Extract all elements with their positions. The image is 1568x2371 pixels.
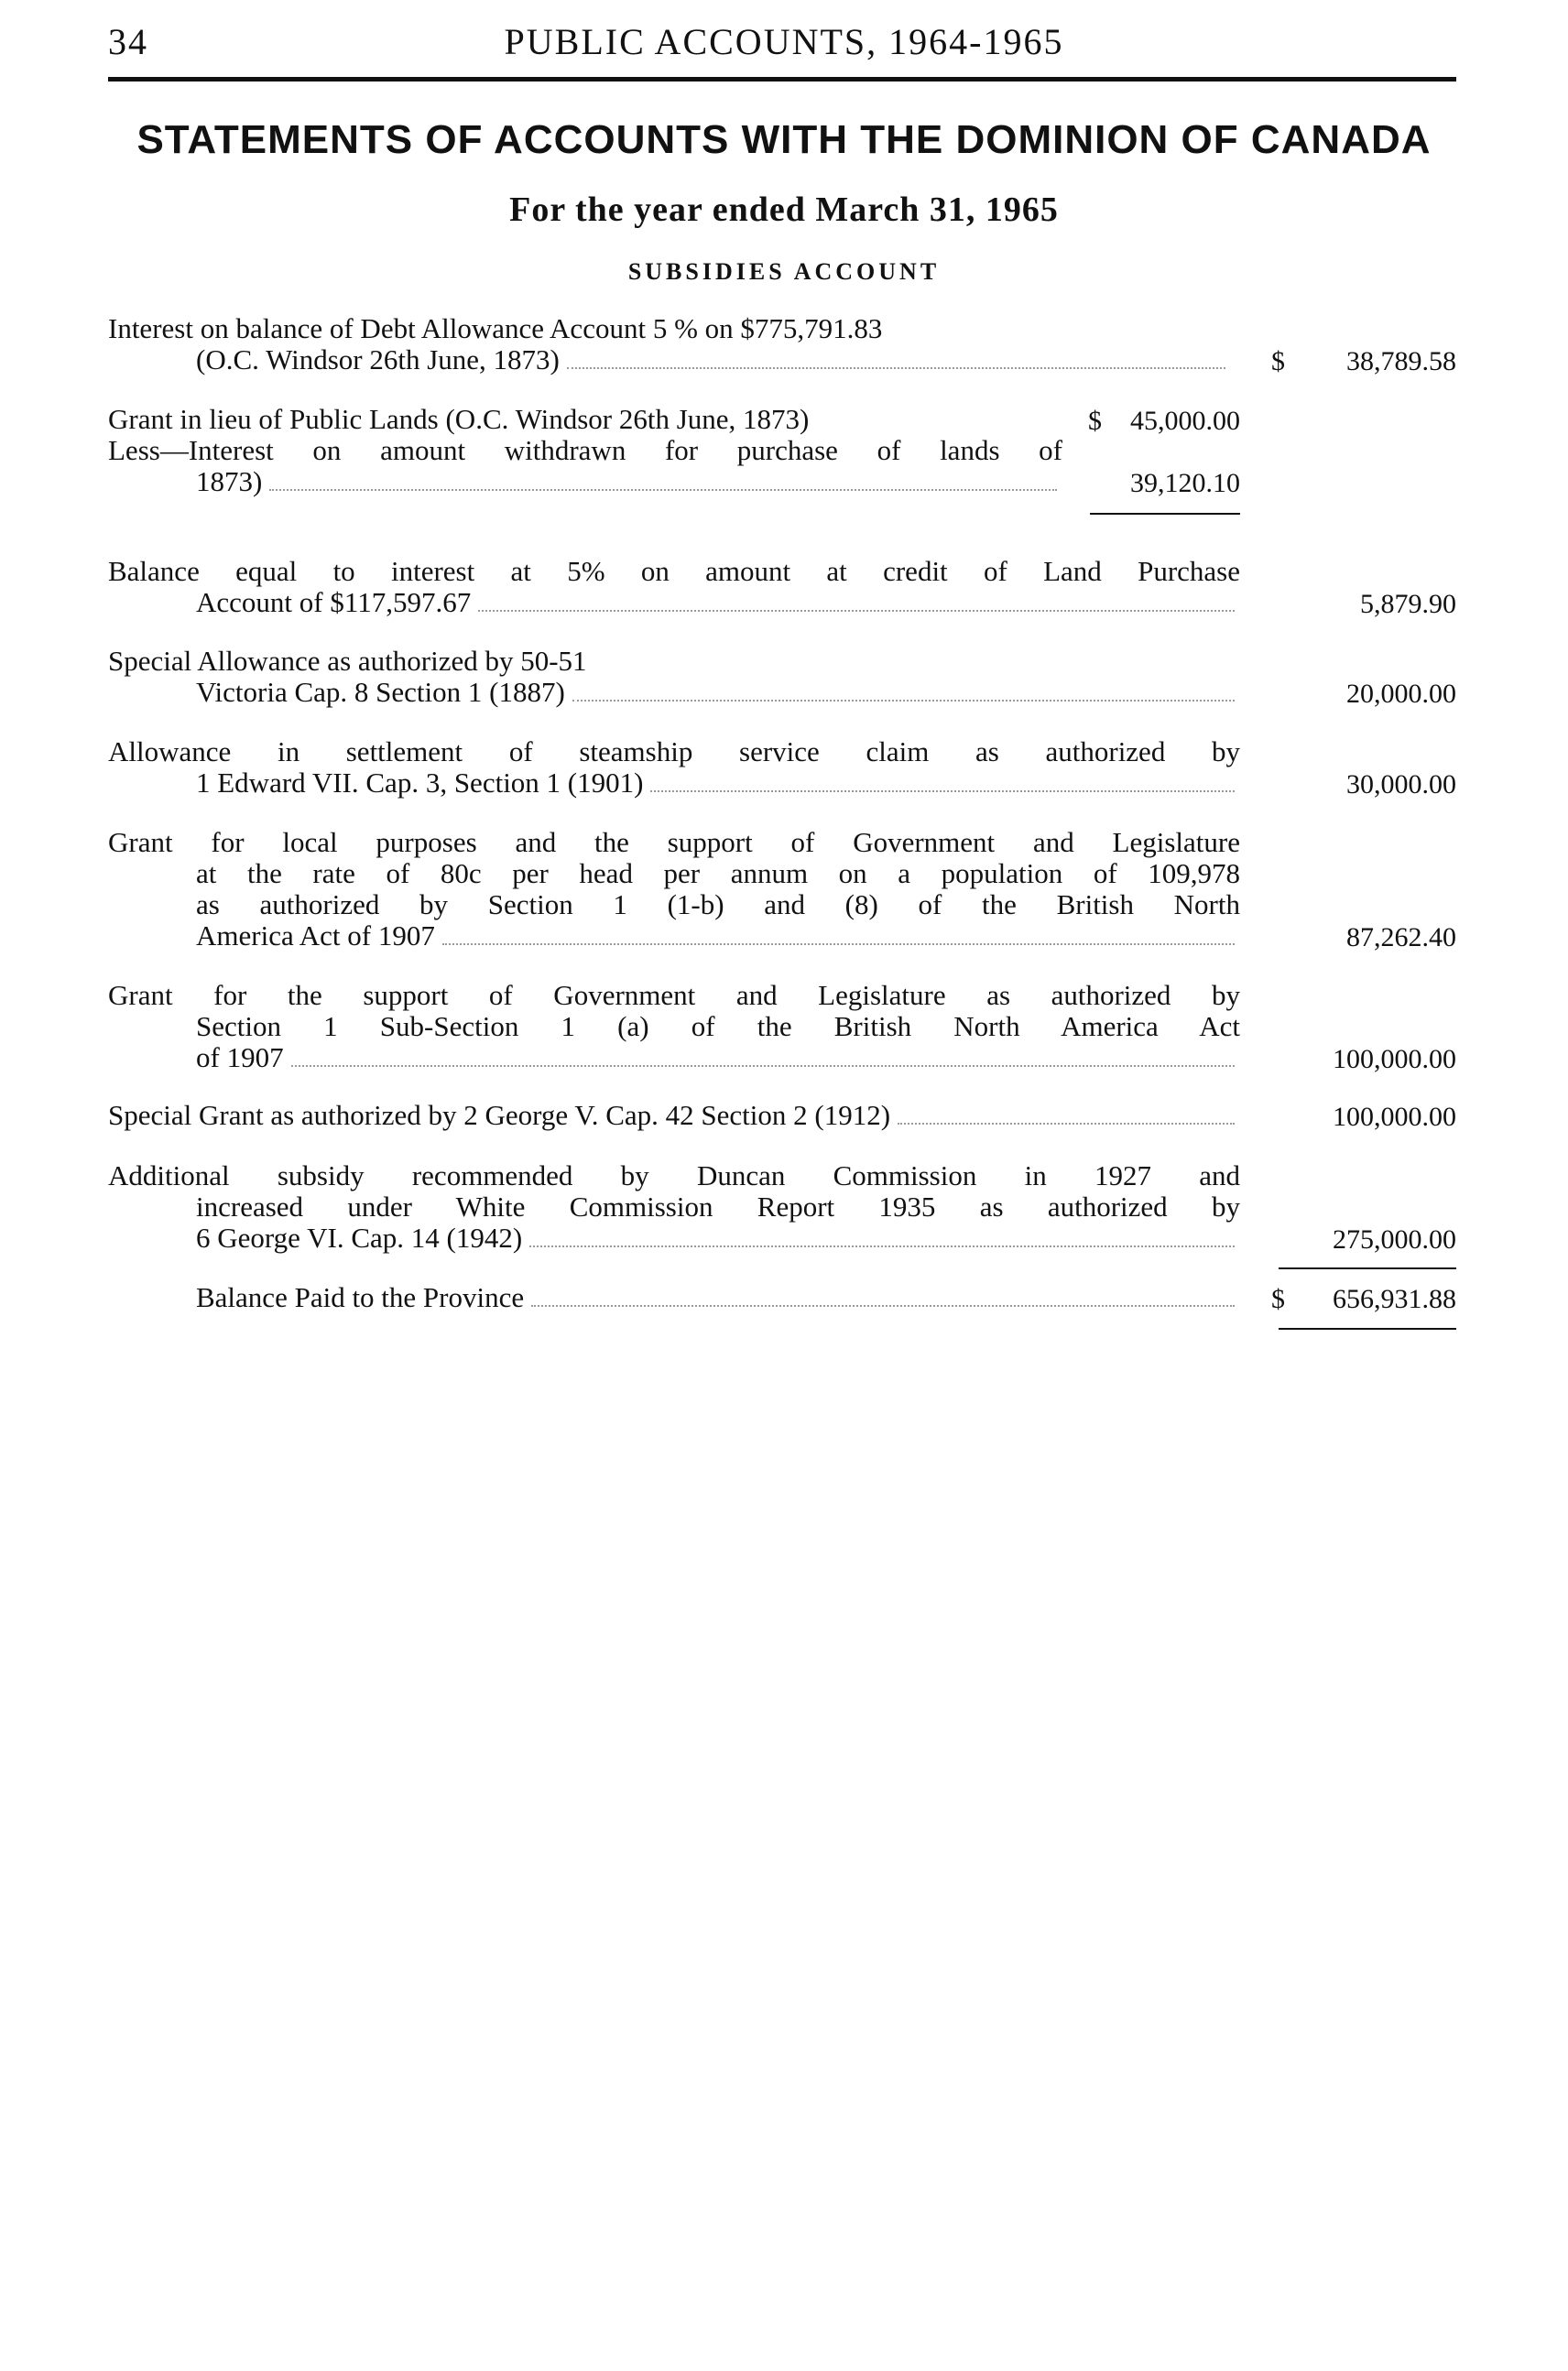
entry-2-line-1: Grant in lieu of Public Lands (O.C. Windsor 26th June, 1873) xyxy=(108,403,810,435)
entry-1-line-2-text: (O.C. Windsor 26th June, 1873) xyxy=(196,343,560,375)
entry-4-line-2-text: Victoria Cap. 8 Section 1 (1887) xyxy=(196,676,565,708)
header-rule xyxy=(108,77,1456,82)
entry-7-amount: 100,000.00 xyxy=(1333,1044,1456,1074)
leader-dots xyxy=(567,367,1225,369)
total-currency: $ xyxy=(1271,1284,1285,1314)
entry-2-line-2: Less—Interest on amount withdrawn for purchase of lands of xyxy=(108,434,1062,466)
entry-9-line-3-text: 6 George VI. Cap. 14 (1942) xyxy=(196,1222,523,1254)
entry-9-amount: 275,000.00 xyxy=(1333,1224,1456,1255)
entry-3-line-2 xyxy=(196,587,1240,618)
entry-8-line-1 xyxy=(108,1100,1240,1131)
entry-9-line-2: increased under White Commission Report 1935 as authorized by xyxy=(196,1191,1240,1223)
entry-4-amount: 20,000.00 xyxy=(1346,679,1456,709)
entry-7-line-3 xyxy=(196,1042,1240,1073)
subtotal-rule xyxy=(1090,513,1240,515)
leader-dots xyxy=(442,943,1235,945)
total-rule-top xyxy=(1279,1267,1456,1269)
leader-dots xyxy=(531,1305,1235,1307)
entry-8-line-1-text: Special Grant as authorized by 2 George V. Cap. 42 Section 2 (1912) xyxy=(108,1099,891,1131)
entry-2-sub-amount-1: 45,000.00 xyxy=(1130,406,1240,436)
page-number: 34 xyxy=(108,21,148,62)
entry-7-line-3-text: of 1907 xyxy=(196,1041,284,1073)
entry-6-amount: 87,262.40 xyxy=(1346,922,1456,952)
leader-dots xyxy=(291,1065,1235,1067)
entry-2-sub-amount-2: 39,120.10 xyxy=(1130,468,1240,498)
entry-1-line-1: Interest on balance of Debt Allowance Account 5 % on $775,791.83 xyxy=(108,312,883,344)
entry-1-amount: 38,789.58 xyxy=(1346,346,1456,376)
entry-4-line-2 xyxy=(196,677,1240,708)
entry-7-line-2: Section 1 Sub-Section 1 (a) of the British North America Act xyxy=(196,1010,1240,1042)
entry-6-line-3: as authorized by Section 1 (1-b) and (8) of the British North xyxy=(196,888,1240,920)
total-label: Balance Paid to the Province xyxy=(196,1281,525,1313)
entry-8-amount: 100,000.00 xyxy=(1333,1102,1456,1132)
total-line xyxy=(196,1282,1240,1313)
entry-1-currency: $ xyxy=(1271,346,1285,376)
total-amount: 656,931.88 xyxy=(1333,1284,1456,1314)
entry-6-line-2: at the rate of 80c per head per annum on a population of 109,978 xyxy=(196,857,1240,889)
total-rule-bottom xyxy=(1279,1328,1456,1330)
leader-dots xyxy=(529,1245,1235,1247)
entry-5-line-2-text: 1 Edward VII. Cap. 3, Section 1 (1901) xyxy=(196,767,644,799)
entry-5-line-1: Allowance in settlement of steamship service claim as authorized by xyxy=(108,735,1240,767)
entry-6-line-4 xyxy=(196,920,1240,952)
statement-subtitle: For the year ended March 31, 1965 xyxy=(509,190,1059,229)
running-title: PUBLIC ACCOUNTS, 1964-1965 xyxy=(504,21,1064,62)
account-heading: SUBSIDIES ACCOUNT xyxy=(627,258,941,285)
leader-dots xyxy=(269,489,1057,491)
entry-7-line-1: Grant for the support of Government and Legislature as authorized by xyxy=(108,979,1240,1011)
entry-5-amount: 30,000.00 xyxy=(1346,769,1456,799)
entry-1-line-2 xyxy=(196,344,1231,375)
entry-3-amount: 5,879.90 xyxy=(1360,589,1456,619)
leader-dots xyxy=(478,610,1235,612)
running-head xyxy=(0,20,1568,75)
entry-2-currency: $ xyxy=(1088,406,1102,436)
leader-dots xyxy=(898,1123,1235,1125)
entry-9-line-1: Additional subsidy recommended by Duncan Commission in 1927 and xyxy=(108,1159,1240,1191)
entry-2-line-3 xyxy=(196,466,1062,497)
entry-2-line-3-text: 1873) xyxy=(196,465,263,497)
entry-9-line-3 xyxy=(196,1223,1240,1254)
entry-3-line-2-text: Account of $117,597.67 xyxy=(196,586,472,618)
entry-4-line-1: Special Allowance as authorized by 50-51 xyxy=(108,645,587,677)
entry-6-line-1: Grant for local purposes and the support of Government and Legislature xyxy=(108,826,1240,858)
leader-dots xyxy=(572,700,1235,702)
statement-title: STATEMENTS OF ACCOUNTS WITH THE DOMINION OF CANADA xyxy=(136,117,1432,162)
leader-dots xyxy=(650,790,1235,792)
entry-3-line-1: Balance equal to interest at 5% on amount at credit of Land Purchase xyxy=(108,555,1240,587)
entry-5-line-2 xyxy=(196,767,1240,799)
entry-6-line-4-text: America Act of 1907 xyxy=(196,919,435,952)
